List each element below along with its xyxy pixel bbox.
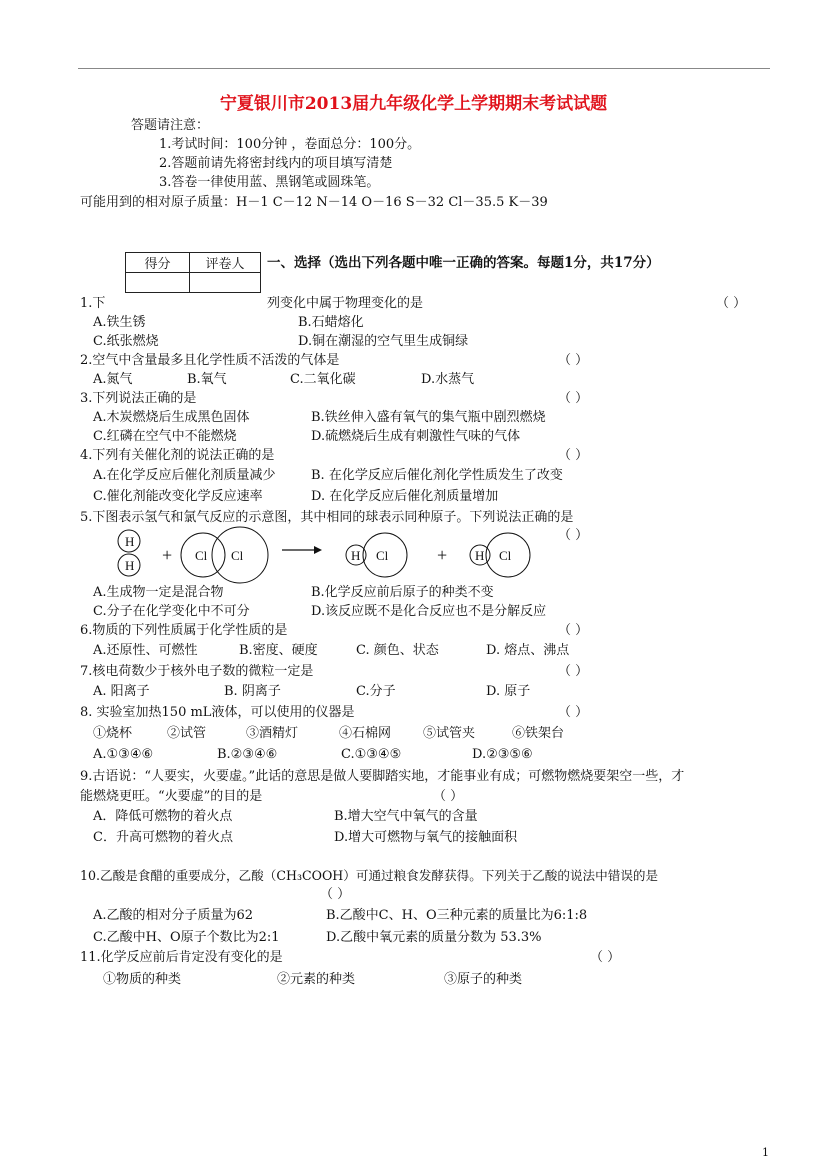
q10-answer-blank[interactable]: （ ） [320, 887, 351, 902]
q6-option-c: C. 颜色、状态 [356, 643, 439, 658]
q5-option-c: C.分子在化学变化中不可分 [93, 604, 250, 619]
hydrogen-molecule [118, 530, 140, 576]
q2-option-b: B.氧气 [187, 372, 227, 387]
q8-item-4: ④石棉网 [339, 726, 392, 741]
q9-answer-blank[interactable]: （ ） [433, 789, 464, 804]
q4-option-b: B. 在化学反应后催化剂化学性质发生了改变 [311, 468, 563, 483]
top-rule [78, 68, 770, 69]
grader-cell[interactable] [190, 273, 261, 293]
q4-option-a: A.在化学反应后催化剂质量减少 [93, 468, 276, 483]
q3-option-b: B.铁丝伸入盛有氧气的集气瓶中剧烈燃烧 [311, 410, 546, 425]
q10-option-c: C.乙酸中H、O原子个数比为2:1 [93, 930, 280, 945]
q7-stem: 7.核电荷数少于核外电子数的微粒一定是 [80, 664, 314, 679]
notice-item-3: 3.答卷一律使用蓝、黑钢笔或圆珠笔。 [159, 175, 380, 190]
q7-option-b: B. 阴离子 [224, 684, 281, 699]
q7-option-d: D. 原子 [486, 684, 531, 699]
cl-atom-label: Cl [376, 548, 389, 563]
h-atom-label: H [125, 558, 135, 573]
q2-stem: 2.空气中含量最多且化学性质不活泼的气体是 [80, 353, 340, 368]
cl-atom-label: Cl [195, 548, 208, 563]
h-atom-label: H [475, 548, 485, 563]
q5-stem: 5.下图表示氢气和氯气反应的示意图，其中相同的球表示同种原子。下列说法正确的是 [80, 510, 574, 525]
q6-option-a: A.还原性、可燃性 [93, 643, 198, 658]
section-1-heading: 一、选择（选出下列各题中唯一正确的答案。每题1分，共17分） [267, 255, 660, 271]
page-title: 宁夏银川市2013届九年级化学上学期期末考试试题 [219, 94, 608, 114]
q1-option-d: D.铜在潮湿的空气里生成铜绿 [298, 334, 469, 349]
q10-option-a: A.乙酸的相对分子质量为62 [93, 908, 254, 923]
q8-item-1: ①烧杯 [93, 726, 133, 741]
q2-answer-blank[interactable]: （ ） [558, 353, 589, 368]
grader-label: 评卷人 [190, 253, 261, 273]
q11-stem: 11.化学反应前后肯定没有变化的是 [80, 950, 283, 965]
q5-option-b: B.化学反应前后原子的种类不变 [311, 585, 494, 600]
q8-answer-blank[interactable]: （ ） [558, 705, 589, 720]
q6-option-b: B.密度、硬度 [239, 643, 318, 658]
q9-stem-line-2: 能燃烧更旺。“火要虚”的目的是 [80, 789, 263, 804]
q10-option-b: B.乙酸中C、H、O三种元素的质量比为6:1:8 [326, 908, 588, 923]
atomic-masses: 可能用到的相对原子质量：H－1 C－12 N－14 O－16 S－32 Cl－35.5 K－39 [80, 195, 548, 210]
hcl-molecule [470, 533, 530, 577]
cl-atom-label: Cl [499, 548, 512, 563]
q2-option-c: C.二氧化碳 [290, 372, 356, 387]
q4-stem: 4.下列有关催化剂的说法正确的是 [80, 448, 275, 463]
notice-item-1: 1.考试时间：100分钟 ，卷面总分：100分。 [159, 137, 421, 152]
q2-option-a: A.氮气 [93, 372, 133, 387]
reaction-arrow-icon [282, 546, 322, 554]
q3-option-c: C.红磷在空气中不能燃烧 [93, 429, 237, 444]
q3-stem: 3.下列说法正确的是 [80, 391, 197, 406]
q1-option-b: B.石蜡熔化 [298, 315, 364, 330]
hcl-molecule [346, 533, 407, 577]
score-cell[interactable] [126, 273, 190, 293]
q11-item-2: ②元素的种类 [277, 972, 356, 987]
q8-item-3: ③酒精灯 [246, 726, 299, 741]
q6-answer-blank[interactable]: （ ） [558, 623, 589, 638]
q4-option-d: D. 在化学反应后催化剂质量增加 [311, 489, 499, 504]
q9-option-b: B.增大空气中氧气的含量 [334, 809, 478, 824]
q8-item-6: ⑥铁架台 [512, 726, 565, 741]
q1-stem-start: 1.下 [80, 296, 106, 311]
notice-item-2: 2.答题前请先将密封线内的项目填写清楚 [159, 156, 393, 171]
q1-option-a: A.铁生锈 [93, 315, 146, 330]
q2-option-d: D.水蒸气 [421, 372, 475, 387]
q8-option-a: A.①③④⑥ [93, 747, 154, 762]
q9-option-d: D.增大可燃物与氧气的接触面积 [334, 830, 518, 845]
cl-atom-label: Cl [231, 548, 244, 563]
q11-item-1: ①物质的种类 [103, 972, 182, 987]
q8-option-b: B.②③④⑥ [217, 747, 278, 762]
q7-option-a: A. 阳离子 [93, 684, 150, 699]
plus-sign: + [162, 545, 173, 565]
score-table [125, 252, 261, 293]
q9-option-c: C．升高可燃物的着火点 [93, 830, 233, 845]
q4-option-c: C.催化剂能改变化学反应速率 [93, 489, 263, 504]
h-atom-label: H [125, 534, 135, 549]
q6-stem: 6.物质的下列性质属于化学性质的是 [80, 623, 288, 638]
q3-option-a: A.木炭燃烧后生成黑色固体 [93, 410, 250, 425]
q3-option-d: D.硫燃烧后生成有刺激性气味的气体 [311, 429, 521, 444]
q5-option-d: D.该反应既不是化合反应也不是分解反应 [311, 604, 547, 619]
q8-option-c: C.①③④⑤ [341, 747, 402, 762]
q11-item-3: ③原子的种类 [444, 972, 523, 987]
plus-sign: + [437, 545, 448, 565]
q7-option-c: C.分子 [356, 684, 396, 699]
score-label: 得分 [126, 253, 190, 273]
q5-answer-blank[interactable]: （ ） [558, 528, 589, 543]
q3-answer-blank[interactable]: （ ） [558, 391, 589, 406]
q9-option-a: A．降低可燃物的着火点 [93, 809, 233, 824]
q8-stem: 8. 实验室加热150 mL液体，可以使用的仪器是 [80, 705, 355, 720]
h-atom-label: H [351, 548, 361, 563]
q5-option-a: A.生成物一定是混合物 [93, 585, 224, 600]
q7-answer-blank[interactable]: （ ） [558, 664, 589, 679]
q8-item-5: ⑤试管夹 [423, 726, 476, 741]
page-number: 1 [762, 1146, 769, 1159]
q1-answer-blank[interactable]: （ ） [716, 296, 747, 311]
q10-option-d: D.乙酸中氧元素的质量分数为 53.3% [326, 930, 542, 945]
q1-stem-end: 列变化中属于物理变化的是 [267, 296, 424, 311]
notice-heading: 答题请注意： [131, 118, 210, 133]
reaction-diagram [100, 526, 580, 584]
q6-option-d: D. 熔点、沸点 [486, 643, 570, 658]
q8-item-2: ②试管 [167, 726, 207, 741]
q4-answer-blank[interactable]: （ ） [558, 448, 589, 463]
q8-option-d: D.②③⑤⑥ [472, 747, 533, 762]
q1-option-c: C.纸张燃烧 [93, 334, 159, 349]
q11-answer-blank[interactable]: （ ） [590, 950, 621, 965]
chlorine-molecule [181, 527, 268, 583]
q10-stem: 10.乙酸是食醋的重要成分，乙酸（CH₃COOH）可通过粮食发酵获得。下列关于乙酸的说法中错误的是 [80, 868, 659, 883]
q9-stem-line-1: 9.古语说：“人要实，火要虚。”此话的意思是做人要脚踏实地，才能事业有成；可燃物燃烧要架空一些，才 [80, 769, 685, 784]
